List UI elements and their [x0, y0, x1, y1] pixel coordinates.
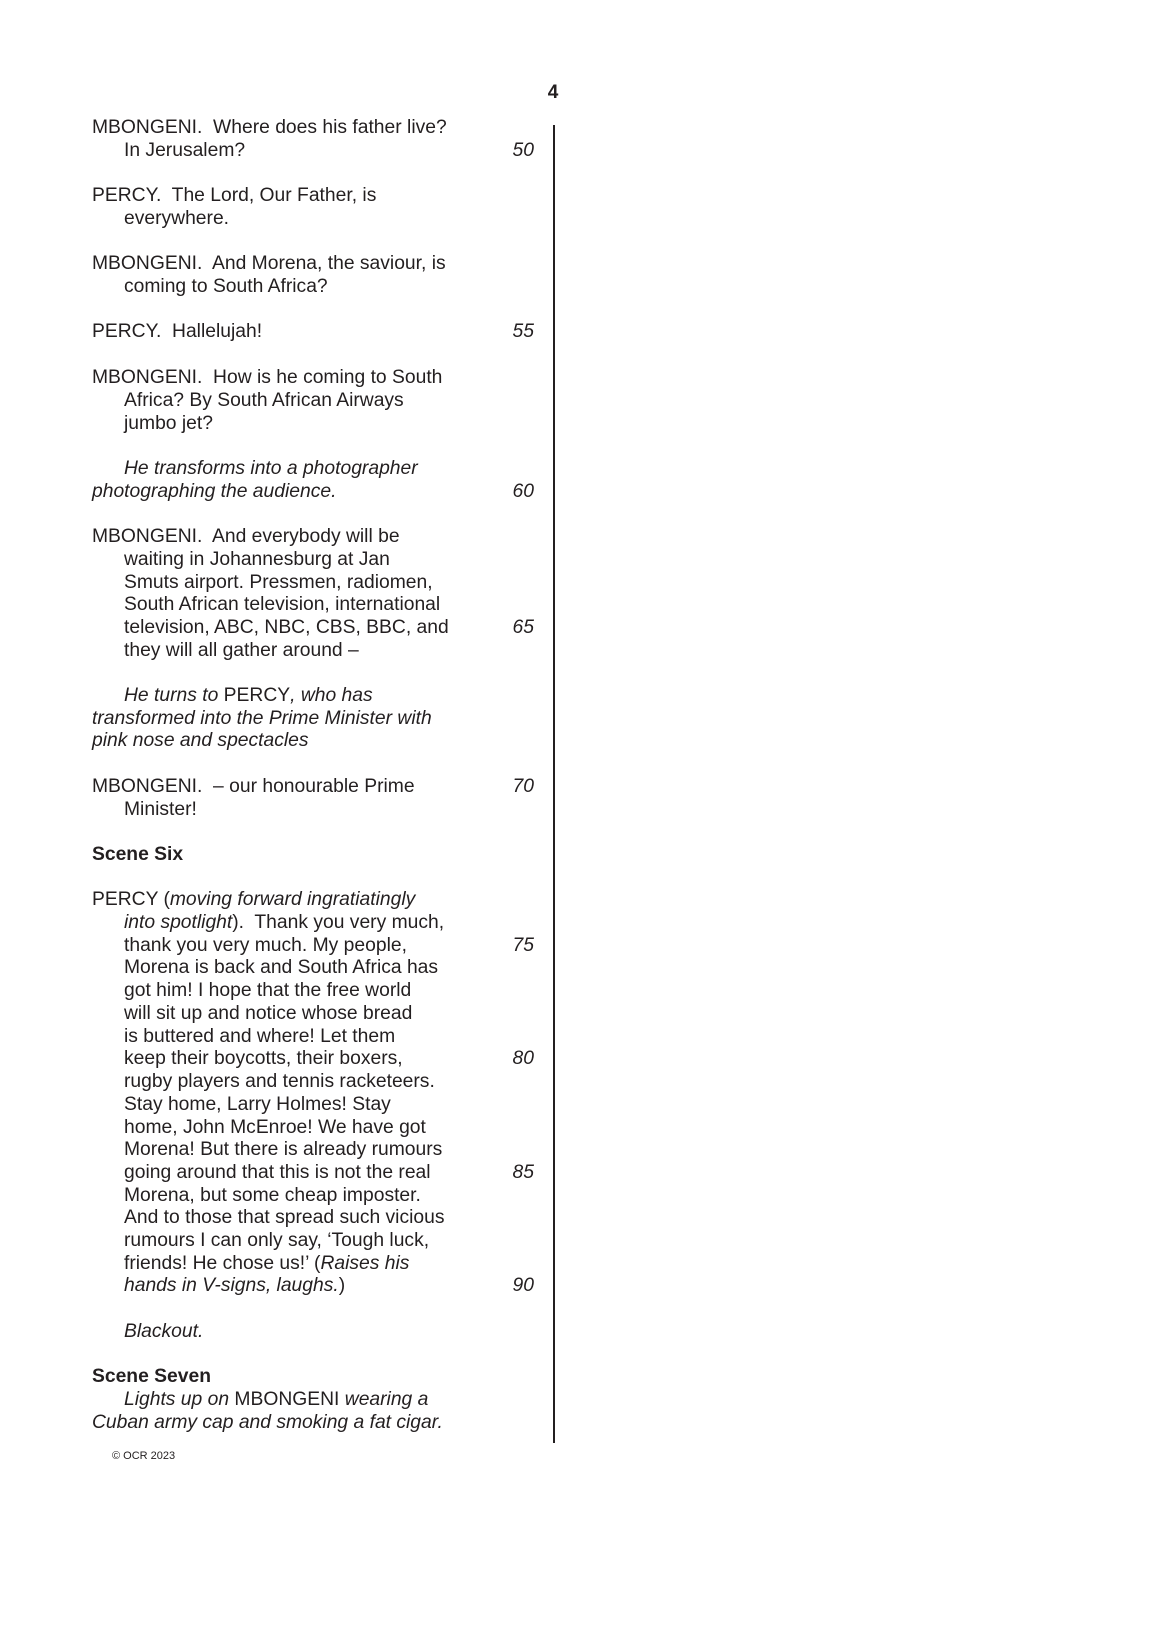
dialogue-text: In Jerusalem? [124, 140, 246, 161]
script-line [92, 729, 309, 752]
dialogue-text: they will all gather around – [124, 640, 359, 661]
script-line [92, 320, 262, 343]
dialogue-text: Smuts airport. Pressmen, radiomen, [124, 572, 433, 593]
script-line [92, 184, 376, 207]
dialogue-text: And to those that spread such vicious [124, 1207, 445, 1228]
script-line [124, 139, 245, 162]
dialogue-text: MBONGENI. How is he coming to South [92, 367, 443, 388]
dialogue-text: ). Thank you very much, [232, 912, 445, 933]
dialogue-text: Morena! But there is already rumours [124, 1139, 443, 1160]
line-number: 70 [512, 776, 534, 797]
dialogue-text: MBONGENI. – our honourable Prime [92, 776, 415, 797]
dialogue-text: friends! He chose us!’ ( [124, 1253, 321, 1274]
script-line [124, 616, 449, 639]
script-line [124, 639, 359, 662]
dialogue-text: jumbo jet? [124, 413, 213, 434]
dialogue-text: ) [338, 1275, 346, 1296]
dialogue-text: MBONGENI. Where does his father live? [92, 117, 447, 138]
stage-direction: pink nose and spectacles [92, 730, 309, 751]
stage-direction: , who has [290, 685, 373, 706]
script-line [92, 366, 442, 389]
script-line [124, 1229, 429, 1252]
script-line [92, 888, 415, 911]
script-line [124, 1320, 203, 1343]
script-line [124, 911, 444, 934]
script-line [124, 798, 197, 821]
dialogue-text: PERCY [223, 685, 291, 706]
script-line [124, 1047, 403, 1070]
script-line [124, 1093, 391, 1116]
dialogue-text: waiting in Johannesburg at Jan [124, 549, 390, 570]
script-line [124, 548, 390, 571]
line-number: 55 [512, 321, 534, 342]
stage-direction: photographing the audience. [92, 481, 337, 502]
scene-heading: Scene Seven [92, 1366, 211, 1387]
script-line [124, 1184, 421, 1207]
line-number: 75 [512, 935, 534, 956]
line-number: 65 [512, 617, 534, 638]
page-number: 4 [547, 82, 559, 103]
script-line [92, 707, 432, 730]
scene-heading: Scene Six [92, 844, 184, 865]
dialogue-text: Morena, but some cheap imposter. [124, 1185, 421, 1206]
line-number: 90 [512, 1275, 534, 1296]
dialogue-text: Stay home, Larry Holmes! Stay [124, 1094, 391, 1115]
script-line [124, 1070, 435, 1093]
script-line [124, 956, 438, 979]
dialogue-text: rumours I can only say, ‘Tough luck, [124, 1230, 430, 1251]
script-line [92, 252, 446, 275]
stage-direction: Lights up on [124, 1389, 235, 1410]
script-line [124, 1161, 431, 1184]
stage-direction: Raises his [320, 1253, 410, 1274]
script-line [124, 1388, 428, 1411]
dialogue-text: keep their boycotts, their boxers, [124, 1048, 403, 1069]
dialogue-text: thank you very much. My people, [124, 935, 407, 956]
dialogue-text: MBONGENI. And Morena, the saviour, is [92, 253, 446, 274]
stage-direction: hands in V-signs, laughs. [124, 1275, 339, 1296]
script-line [124, 684, 373, 707]
line-number: 85 [512, 1162, 534, 1183]
script-line [124, 593, 440, 616]
dialogue-text: is buttered and where! Let them [124, 1026, 396, 1047]
line-number: 60 [512, 481, 534, 502]
script-line [124, 1116, 426, 1139]
script-line [124, 934, 407, 957]
dialogue-text: South African television, international [124, 594, 441, 615]
dialogue-text: PERCY ( [92, 889, 170, 910]
dialogue-text: television, ABC, NBC, CBS, BBC, and [124, 617, 449, 638]
script-line [92, 116, 447, 139]
script-line [92, 775, 415, 798]
script-line [124, 979, 411, 1002]
line-number: 80 [512, 1048, 534, 1069]
script-line [124, 457, 418, 480]
script-line [124, 275, 328, 298]
script-line [92, 1365, 211, 1388]
script-line [124, 1025, 395, 1048]
stage-direction: He transforms into a photographer [124, 458, 418, 479]
script-line [92, 843, 183, 866]
script-line [124, 412, 213, 435]
stage-direction: transformed into the Prime Minister with [92, 708, 432, 729]
dialogue-text: got him! I hope that the free world [124, 980, 412, 1001]
stage-direction: Cuban army cap and smoking a fat cigar. [92, 1412, 443, 1433]
dialogue-text: MBONGENI. And everybody will be [92, 526, 400, 547]
dialogue-text: PERCY. The Lord, Our Father, is [92, 185, 377, 206]
stage-direction: Blackout. [124, 1321, 204, 1342]
script-line [92, 525, 400, 548]
script-line [124, 1206, 444, 1229]
script-line [124, 1252, 409, 1275]
copyright-footer: © OCR 2023 [112, 1450, 176, 1462]
script-line [92, 480, 336, 503]
stage-direction: He turns to [124, 685, 224, 706]
script-line [124, 1274, 345, 1297]
dialogue-text: coming to South Africa? [124, 276, 328, 297]
margin-rule [553, 125, 555, 1443]
dialogue-text: Minister! [124, 799, 197, 820]
script-line [124, 1002, 412, 1025]
stage-direction: wearing a [339, 1389, 429, 1410]
dialogue-text: MBONGENI [234, 1389, 340, 1410]
dialogue-text: everywhere. [124, 208, 230, 229]
script-line [124, 571, 433, 594]
dialogue-text: will sit up and notice whose bread [124, 1003, 413, 1024]
dialogue-text: PERCY. Hallelujah! [92, 321, 263, 342]
dialogue-text: rugby players and tennis racketeers. [124, 1071, 435, 1092]
script-line [124, 389, 404, 412]
dialogue-text: Morena is back and South Africa has [124, 957, 439, 978]
script-line [92, 1411, 443, 1434]
script-line [124, 1138, 442, 1161]
stage-direction: moving forward ingratiatingly [169, 889, 416, 910]
dialogue-text: Africa? By South African Airways [124, 390, 404, 411]
stage-direction: into spotlight [124, 912, 233, 933]
script-line [124, 207, 229, 230]
dialogue-text: home, John McEnroe! We have got [124, 1117, 426, 1138]
dialogue-text: going around that this is not the real [124, 1162, 431, 1183]
line-number: 50 [512, 140, 534, 161]
